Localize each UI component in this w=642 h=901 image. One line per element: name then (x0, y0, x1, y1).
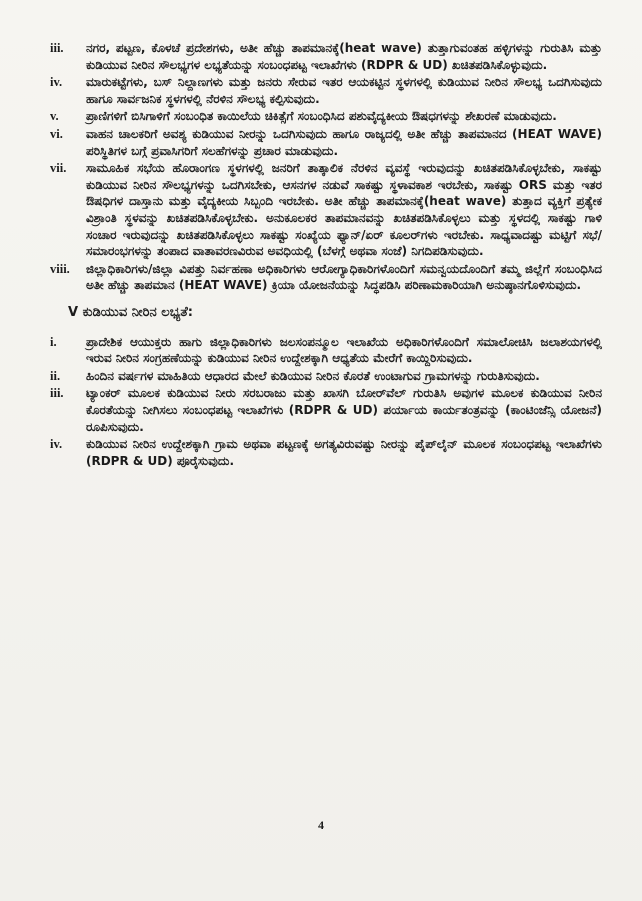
item-number: v. (50, 109, 59, 124)
section-heading: V ಕುಡಿಯುವ ನೀರಿನ ಲಭ್ಯತೆ: (68, 304, 193, 320)
item-number: iv. (50, 75, 63, 90)
list-item (50, 108, 602, 125)
item-text: ಜಿಲ್ಲಾಧಿಕಾರಿಗಳು/ಜಿಲ್ಲಾ ವಿಪತ್ತು ನಿರ್ವಹಣಾ ಅಧಿಕಾರಿಗಳು ಆರೋಗ್ಯಾಧಿಕಾರಿಗಳೊಂದಿಗೆ ಸಮನ್ವಯದೊಂದಿಗೆ ತಮ್ಮ ಜಿಲ್ಲೆಗೆ ಸಂಬಂಧಿಸಿದ ಅತೀ ಹೆಚ್ಚು ತಾಪಮಾನ (HEAT WAVE) ಕ್ರಿಯಾ ಯೋಜನೆಯನ್ನು ಸಿದ್ಧಪಡಿಸಿ ಪರಿಣಾಮಕಾರಿಯಾಗಿ ಅನುಷ್ಠಾನಗೊಳಿಸುವುದು. (86, 261, 602, 293)
item-text: ಮಾರುಕಟ್ಟೆಗಳು, ಬಸ್ ನಿಲ್ದಾಣಗಳು ಮತ್ತು ಜನರು ಸೇರುವ ಇತರ ಆಯಕಟ್ಟಿನ ಸ್ಥಳಗಳಲ್ಲಿ ಕುಡಿಯುವ ನೀರಿನ ಸೌಲಭ್ಯ ಒದಗಿಸುವುದು ಹಾಗೂ ಸಾರ್ವಜನಿಕ ಸ್ಥಳಗಳಲ್ಲಿ ನೆರಳಿನ ಸೌಲಭ್ಯ ಕಲ್ಪಿಸುವುದು. (86, 75, 602, 106)
item-text: ಹಿಂದಿನ ವರ್ಷಗಳ ಮಾಹಿತಿಯ ಆಧಾರದ ಮೇಲೆ ಕುಡಿಯುವ ನೀರಿನ ಕೊರತೆ ಉಂಟಾಗುವ ಗ್ರಾಮಗಳನ್ನು ಗುರುತಿಸುವುದು. (86, 368, 540, 383)
item-text: ನಗರ, ಪಟ್ಟಣ, ಕೊಳಚೆ ಪ್ರದೇಶಗಳು, ಅತೀ ಹೆಚ್ಚು ತಾಪಮಾನಕ್ಕೆ(heat wave) ತುತ್ತಾಗುವಂತಹ ಹಳ್ಳಿಗಳನ್ನು ಗುರುತಿಸಿ ಮತ್ತು ಕುಡಿಯುವ ನೀರಿನ ಸೌಲಭ್ಯಗಳ ಲಭ್ಯತೆಯನ್ನು ಸಂಬಂಧಪಟ್ಟ ಇಲಾಖೆಗಳು (RDPR & UD) ಖಚಿತಪಡಿಸಿಕೊಳ್ಳುವುದು. (86, 41, 602, 72)
list-item (50, 334, 602, 367)
list-item (50, 368, 602, 385)
page-number: 4 (318, 818, 324, 832)
item-number: iv. (50, 437, 63, 452)
list-item (50, 40, 602, 73)
list-item (50, 261, 602, 294)
item-number: iii. (50, 41, 64, 55)
item-text: ವಾಹನ ಚಾಲಕರಿಗೆ ಅವಶ್ಯ ಕುಡಿಯುವ ನೀರನ್ನು ಒದಗಿಸುವುದು ಹಾಗೂ ರಾಜ್ಯದಲ್ಲಿ ಅತೀ ಹೆಚ್ಚು ತಾಪಮಾನದ (HEAT WAVE) ಪರಿಸ್ಥಿತಿಗಳ ಬಗ್ಗೆ ಪ್ರವಾಸಿಗರಿಗೆ ಸಲಹೆಗಳನ್ನು ಪ್ರಚಾರ ಮಾಡುವುದು. (86, 126, 602, 158)
list-item (50, 385, 602, 435)
item-number: ii. (50, 368, 61, 383)
item-number: i. (50, 334, 57, 349)
item-text: ಪ್ರಾದೇಶಿಕ ಆಯುಕ್ತರು ಹಾಗು ಜಿಲ್ಲಾಧಿಕಾರಿಗಳು ಜಲಸಂಪನ್ಮೂಲ ಇಲಾಖೆಯ ಅಧಿಕಾರಿಗಳೊಂದಿಗೆ ಸಮಾಲೋಚಿಸಿ ಜಲಾಶಯಗಳಲ್ಲಿ ಇರುವ ನೀರಿನ ಸಂಗ್ರಹಣೆಯನ್ನು ಕುಡಿಯುವ ನೀರಿನ ಉದ್ದೇಶಕ್ಕಾಗಿ ಆಧ್ಯತೆಯ ಮೇರೆಗೆ ಕಾಯ್ದಿರಿಸುವುದು. (86, 334, 602, 366)
list-item (50, 74, 602, 107)
item-number: viii. (50, 261, 70, 276)
item-text: ಕುಡಿಯುವ ನೀರಿನ ಉದ್ದೇಶಕ್ಕಾಗಿ ಗ್ರಾಮ ಅಥವಾ ಪಟ್ಟಣಕ್ಕೆ ಅಗತ್ಯವಿರುವಷ್ಟು ನೀರನ್ನು ಪೈಪ್‌ಲೈನ್ ಮೂಲಕ ಸಂಬಂಧಪಟ್ಟ ಇಲಾಖೆಗಳು (RDPR & UD) ಪೂರೈಸುವುದು. (86, 437, 602, 468)
item-number: iii. (50, 386, 64, 401)
list-item (50, 160, 602, 260)
item-number: vi. (50, 126, 63, 141)
section-list-preparedness (50, 40, 602, 294)
item-text: ಪ್ರಾಣಿಗಳಿಗೆ ಬಿಸಿಗಾಳಿಗೆ ಸಂಬಂಧಿತ ಕಾಯಿಲೆಯ ಚಿಕಿತ್ಸೆಗೆ ಸಂಬಂಧಿಸಿದ ಪಶುವೈದ್ಯಕೀಯ ಔಷಧಗಳನ್ನು ಶೇಖರಣೆ ಮಾಡುವುದು. (86, 109, 557, 124)
item-number: vii. (50, 161, 67, 176)
section-list-drinking-water (50, 334, 602, 470)
item-text: ಟ್ಯಾಂಕರ್ ಮೂಲಕ ಕುಡಿಯುವ ನೀರು ಸರಬರಾಜು ಮತ್ತು ಖಾಸಗಿ ಬೋರ್‌ವೆಲ್ ಗುರುತಿಸಿ ಅವುಗಳ ಮೂಲಕ ಕುಡಿಯುವ ನೀರಿನ ಕೊರತೆಯನ್ನು ನೀಗಿಸಲು ಸಂಬಂಧಪಟ್ಟ ಇಲಾಖೆಗಳು (RDPR & UD) ಪರ್ಯಾಯ ಕಾರ್ಯತಂತ್ರವನ್ನು (ಕಾಂಟಿಂಜೆನ್ಸಿ ಯೋಜನೆ) ರೂಪಿಸುವುದು. (86, 386, 602, 434)
list-item (50, 436, 602, 469)
item-text: ಸಾಮೂಹಿಕ ಸಭೆಯ ಹೊರಾಂಗಣ ಸ್ಥಳಗಳಲ್ಲಿ ಜನರಿಗೆ ತಾತ್ಕಾಲಿಕ ನೆರಳಿನ ವ್ಯವಸ್ಥೆ ಇರುವುದನ್ನು ಖಚಿತಪಡಿಸಿಕೊಳ್ಳಬೇಕು, ಸಾಕಷ್ಟು ಕುಡಿಯುವ ನೀರಿನ ಸೌಲಭ್ಯಗಳನ್ನು ಒದಗಿಸಬೇಕು, ಆಸನಗಳ ನಡುವೆ ಸಾಕಷ್ಟು ಸ್ಥಳಾವಕಾಶ ಇರಬೇಕು, ಸಾಕಷ್ಟು ORS ಮತ್ತು ಇತರ ಔಷಧಿಗಳ ದಾಸ್ತಾನು ಮತ್ತು ವೈದ್ಯಕೀಯ ಸಿಬ್ಬಂದಿ ಇರಬೇಕು. ಅತೀ ಹೆಚ್ಚು ತಾಪಮಾನಕ್ಕೆ(heat wave) ತುತ್ತಾದ ವ್ಯಕ್ತಿಗೆ ಪ್ರತ್ಯೇಕ ವಿಶ್ರಾಂತಿ ಸ್ಥಳವನ್ನು ಖಚಿತಪಡಿಸಿಕೊಳ್ಳಬೇಕು. ಅನುಕೂಲಕರ ತಾಪಮಾನವನ್ನು ಖಚಿತಪಡಿಸಿಕೊಳ್ಳಲು ಮತ್ತು ಸ್ಥಳದಲ್ಲಿ ಸಾಕಷ್ಟು ಗಾಳಿ ಸಂಚಾರ ಇರುವುದನ್ನು ಖಚಿತಪಡಿಸಿಕೊಳ್ಳಲು ಸಾಕಷ್ಟು ಸಂಖ್ಯೆಯ ಫ್ಯಾನ್/ಏರ್ ಕೂಲರ್‌ಗಳು ಇರಬೇಕು. ಸಾಧ್ಯವಾದಷ್ಟು ಮಟ್ಟಿಗೆ ಸಭೆ/ಸಮಾರಂಭಗಳನ್ನು ತಂಪಾದ ವಾತಾವರಣವಿರುವ ಅವಧಿಯಲ್ಲಿ (ಬೆಳಗ್ಗೆ ಅಥವಾ ಸಂಜೆ) ನಿಗದಿಪಡಿಸುವುದು. (86, 161, 602, 259)
list-item (50, 126, 602, 159)
